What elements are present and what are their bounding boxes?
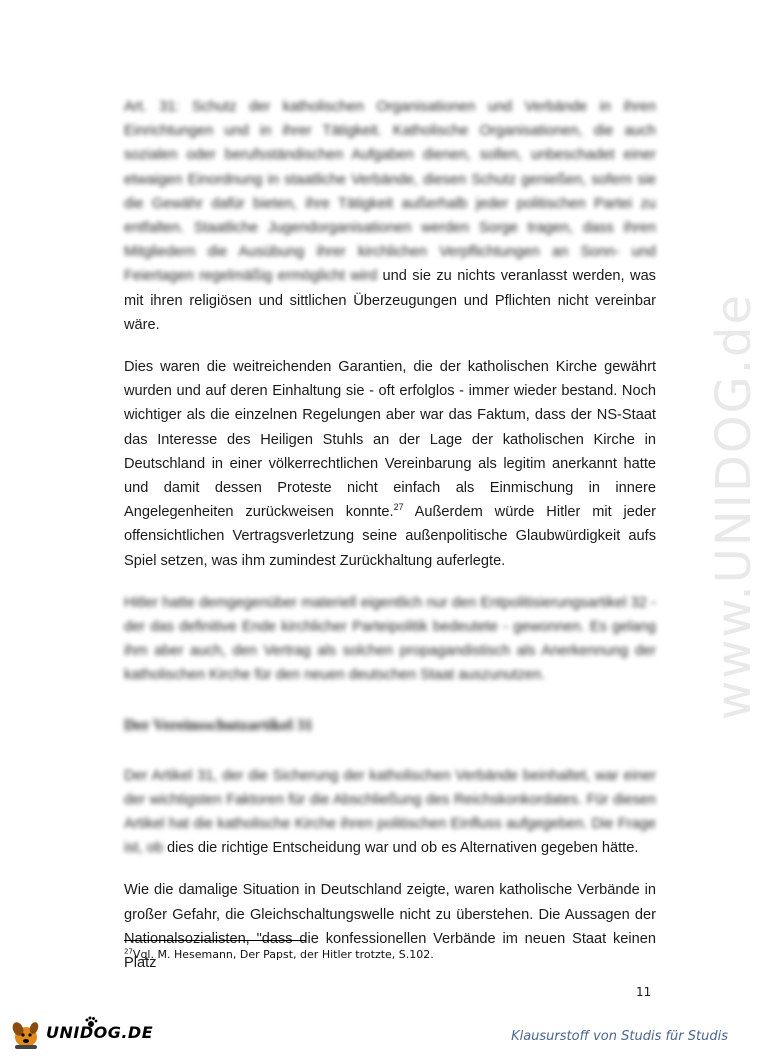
paragraph-4: [124, 764, 656, 861]
visible-text: dies die richtige Entscheidung war und ob es Alternativen gegeben hätte.: [167, 840, 639, 857]
paragraph-3: Hitler hatte demgegenüber materiell eigentlich nur den Entpolitisierungsartikel 32 - der das definitive Ende kirchlicher Parteipolitik bedeutete - gewonnen. Es gelang ihm aber auch, den Vertrag als solchen propagandistisch als Anerkennung der katholischen Kirche für den neuen deutschen Staat auszunutzen.: [124, 594, 656, 684]
paragraph-2: [124, 355, 656, 573]
visible-text: und sie zu nichts veranlasst werden, was mit ihren religiösen und sittlichen Überzeugungen und Pflichten nicht vereinbar wäre.: [124, 268, 656, 333]
section-heading: Der Vereinsschutzartikel 31: [124, 716, 313, 734]
footnote-text: Vgl. M. Hesemann, Der Papst, der Hitler trotzte, S.102.: [132, 948, 434, 961]
paragraph-5: Wie die damalige Situation in Deutschland zeigte, waren katholische Verbände in großer Gefahr, die Gleichschaltungswelle nicht zu überstehen. Die Aussagen der Nationalsozialisten, "dass die konfessionellen Verbände im neuen Staat keinen Platz: [124, 882, 656, 972]
footnote: [124, 948, 434, 962]
unidog-logo: [8, 1017, 153, 1051]
page-number: 11: [636, 985, 652, 999]
watermark: www.UNIDOG.de: [706, 292, 762, 720]
visible-text: Dies waren die weitreichenden Garantien, die der katholischen Kirche gewährt wurden und auf deren Einhaltung sie - oft erfolglos - immer wieder bestand. Noch wichtiger als die einzelnen Regelungen aber war das Faktum, dass der NS-Staat das Interesse des Heiligen Stuhls an der Lage der katholischen Kirche in Deutschland in einer völkerrechtlichen Vereinbarung als legitim anerkannt hatte und damit dessen Proteste nicht einfach als Einmischung in innere Angelegenheiten zurückweisen konnte.: [124, 359, 656, 521]
logo-text: UNIDOG.DE: [46, 1023, 154, 1042]
visible-text: Außerdem würde Hitler mit jeder offensichtlichen Vertragsverletzung seine außenpolitische Glaubwürdigkeit aufs Spiel setzen, was ihm zumindest Zurückhaltung auferlegte.: [124, 504, 656, 569]
dog-icon: [8, 1017, 48, 1051]
paragraph-1: [124, 95, 656, 337]
blurred-text: Art. 31: Schutz der katholischen Organisationen und Verbände in ihren Einrichtungen und in ihrer Tätigkeit. Katholische Organisationen, die auch sozialen oder berufsständischen Aufgaben dienen, sollen, unbeschadet einer etwaigen Einordnung in staatliche Verbände, diesen Schutz genießen, sofern sie die Gewähr dafür bieten, ihre Tätigkeit außerhalb jeder politischen Partei zu entfalten. Staatliche Jugendorganisationen werden Sorge tragen, dass ihren Mitgliedern die Ausübung ihrer kirchlichen Verpflichtungen an Sonn- und Feiertagen regelmäßig ermöglicht wird: [124, 99, 656, 285]
footnote-reference: 27: [393, 502, 404, 513]
footnote-divider: [124, 940, 306, 941]
slogan: Klausurstoff von Studis für Studis: [511, 1029, 728, 1044]
footnote-number: 27: [124, 947, 133, 956]
blurred-text: Der Artikel 31, der die Sicherung der katholischen Verbände beinhaltet, war einer der wichtigsten Faktoren für die Abschließung des Reichskonkordates. Für diesen Artikel hat die katholische Kirche ihren politischen Einfluss aufgegeben. Die Frage ist, ob: [124, 767, 656, 857]
document-body: [124, 95, 656, 975]
